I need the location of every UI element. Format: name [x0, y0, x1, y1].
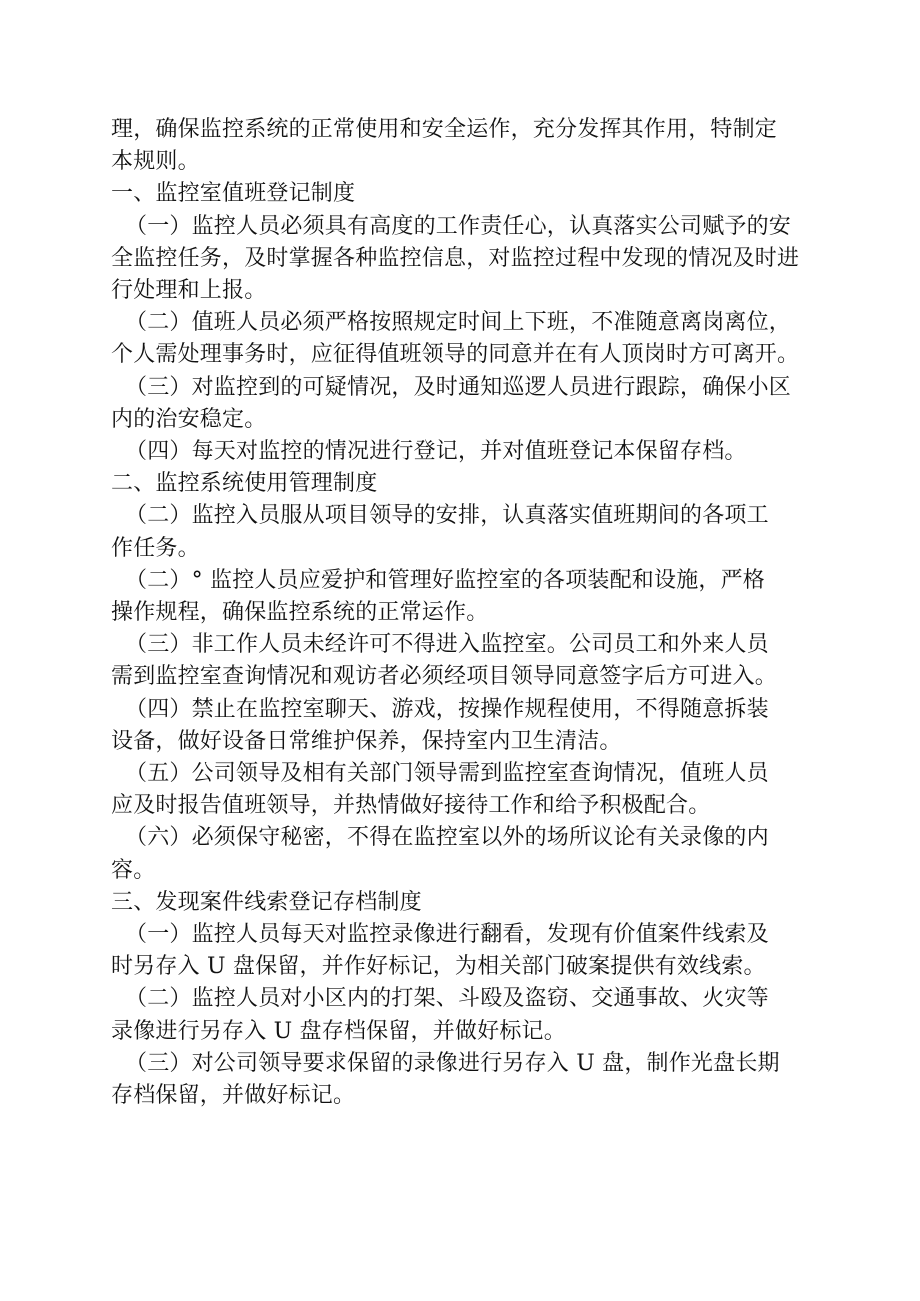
body-line: 录像进行另存入 U 盘存档保留，并做好标记。	[111, 1018, 566, 1044]
body-line: 设备，做好设备日常维护保养，保持室内卫生清洁。	[111, 728, 622, 754]
body-line: 作任务。	[111, 535, 200, 561]
body-line: （三）对公司领导要求保留的录像进行另存入 U 盘，制作光盘长期	[125, 1050, 780, 1076]
body-line: 存档保留，并做好标记。	[111, 1083, 356, 1109]
body-line: （二）监控人员对小区内的打架、斗殴及盗窃、交通事故、火灾等	[125, 986, 769, 1012]
body-line: （六）必须保守秘密，不得在监控室以外的场所议论有关录像的内	[125, 825, 769, 851]
body-line: 内的治安稳定。	[111, 406, 267, 432]
body-line: （四）禁止在监控室聊天、游戏，按操作规程使用，不得随意拆装	[125, 696, 769, 722]
body-line: 个人需处理事务时，应征得值班领导的同意并在有人顶岗时方可离开。	[111, 342, 800, 368]
body-line: 理，确保监控系统的正常使用和安全运作，充分发挥其作用，特制定	[111, 117, 778, 142]
body-line: 时另存入 U 盘保留，并作好标记，为相关部门破案提供有效线索。	[111, 954, 766, 980]
body-line: （一）监控人员必须具有高度的工作责任心，认真落实公司赋予的安	[125, 213, 792, 239]
body-line: （三）对监控到的可疑情况，及时通知巡逻人员进行跟踪，确保小区	[125, 374, 792, 400]
body-line: 需到监控室查询情况和观访者必须经项目领导同意签字后方可进入。	[111, 664, 778, 690]
document-body	[111, 114, 833, 1112]
body-line: 本规则。	[111, 149, 200, 175]
section-heading-1: 一、监控室值班登记制度	[111, 181, 356, 207]
body-line: 容。	[111, 857, 156, 883]
body-line: （二）值班人员必须严格按照规定时间上下班，不准随意离岗离位，	[125, 310, 792, 336]
body-line: 操作规程，确保监控系统的正常运作。	[111, 600, 489, 626]
body-line: （三）非工作人员未经许可不得进入监控室。公司员工和外来人员	[125, 632, 769, 658]
body-line: （五）公司领导及相有关部门领导需到监控室查询情况，值班人员	[125, 761, 769, 787]
body-line: 应及时报告值班领导，并热情做好接待工作和给予积极配合。	[111, 793, 711, 819]
section-heading-3: 三、发现案件线索登记存档制度	[111, 889, 422, 915]
body-line: （二）监控入员服从项目领导的安排，认真落实值班期间的各项工	[125, 503, 769, 529]
body-line: （二）° 监控人员应爱护和管理好监控室的各项装配和设施，严格	[125, 567, 765, 593]
body-line: 行处理和上报。	[111, 278, 267, 304]
section-heading-2: 二、监控系统使用管理制度	[111, 471, 378, 497]
body-line: 全监控任务，及时掌握各种监控信息，对监控过程中发现的情况及时进	[111, 245, 800, 271]
body-line: （一）监控人员每天对监控录像进行翻看，发现有价值案件线索及	[125, 922, 769, 948]
body-line: （四）每天对监控的情况进行登记，并对值班登记本保留存档。	[125, 439, 747, 465]
